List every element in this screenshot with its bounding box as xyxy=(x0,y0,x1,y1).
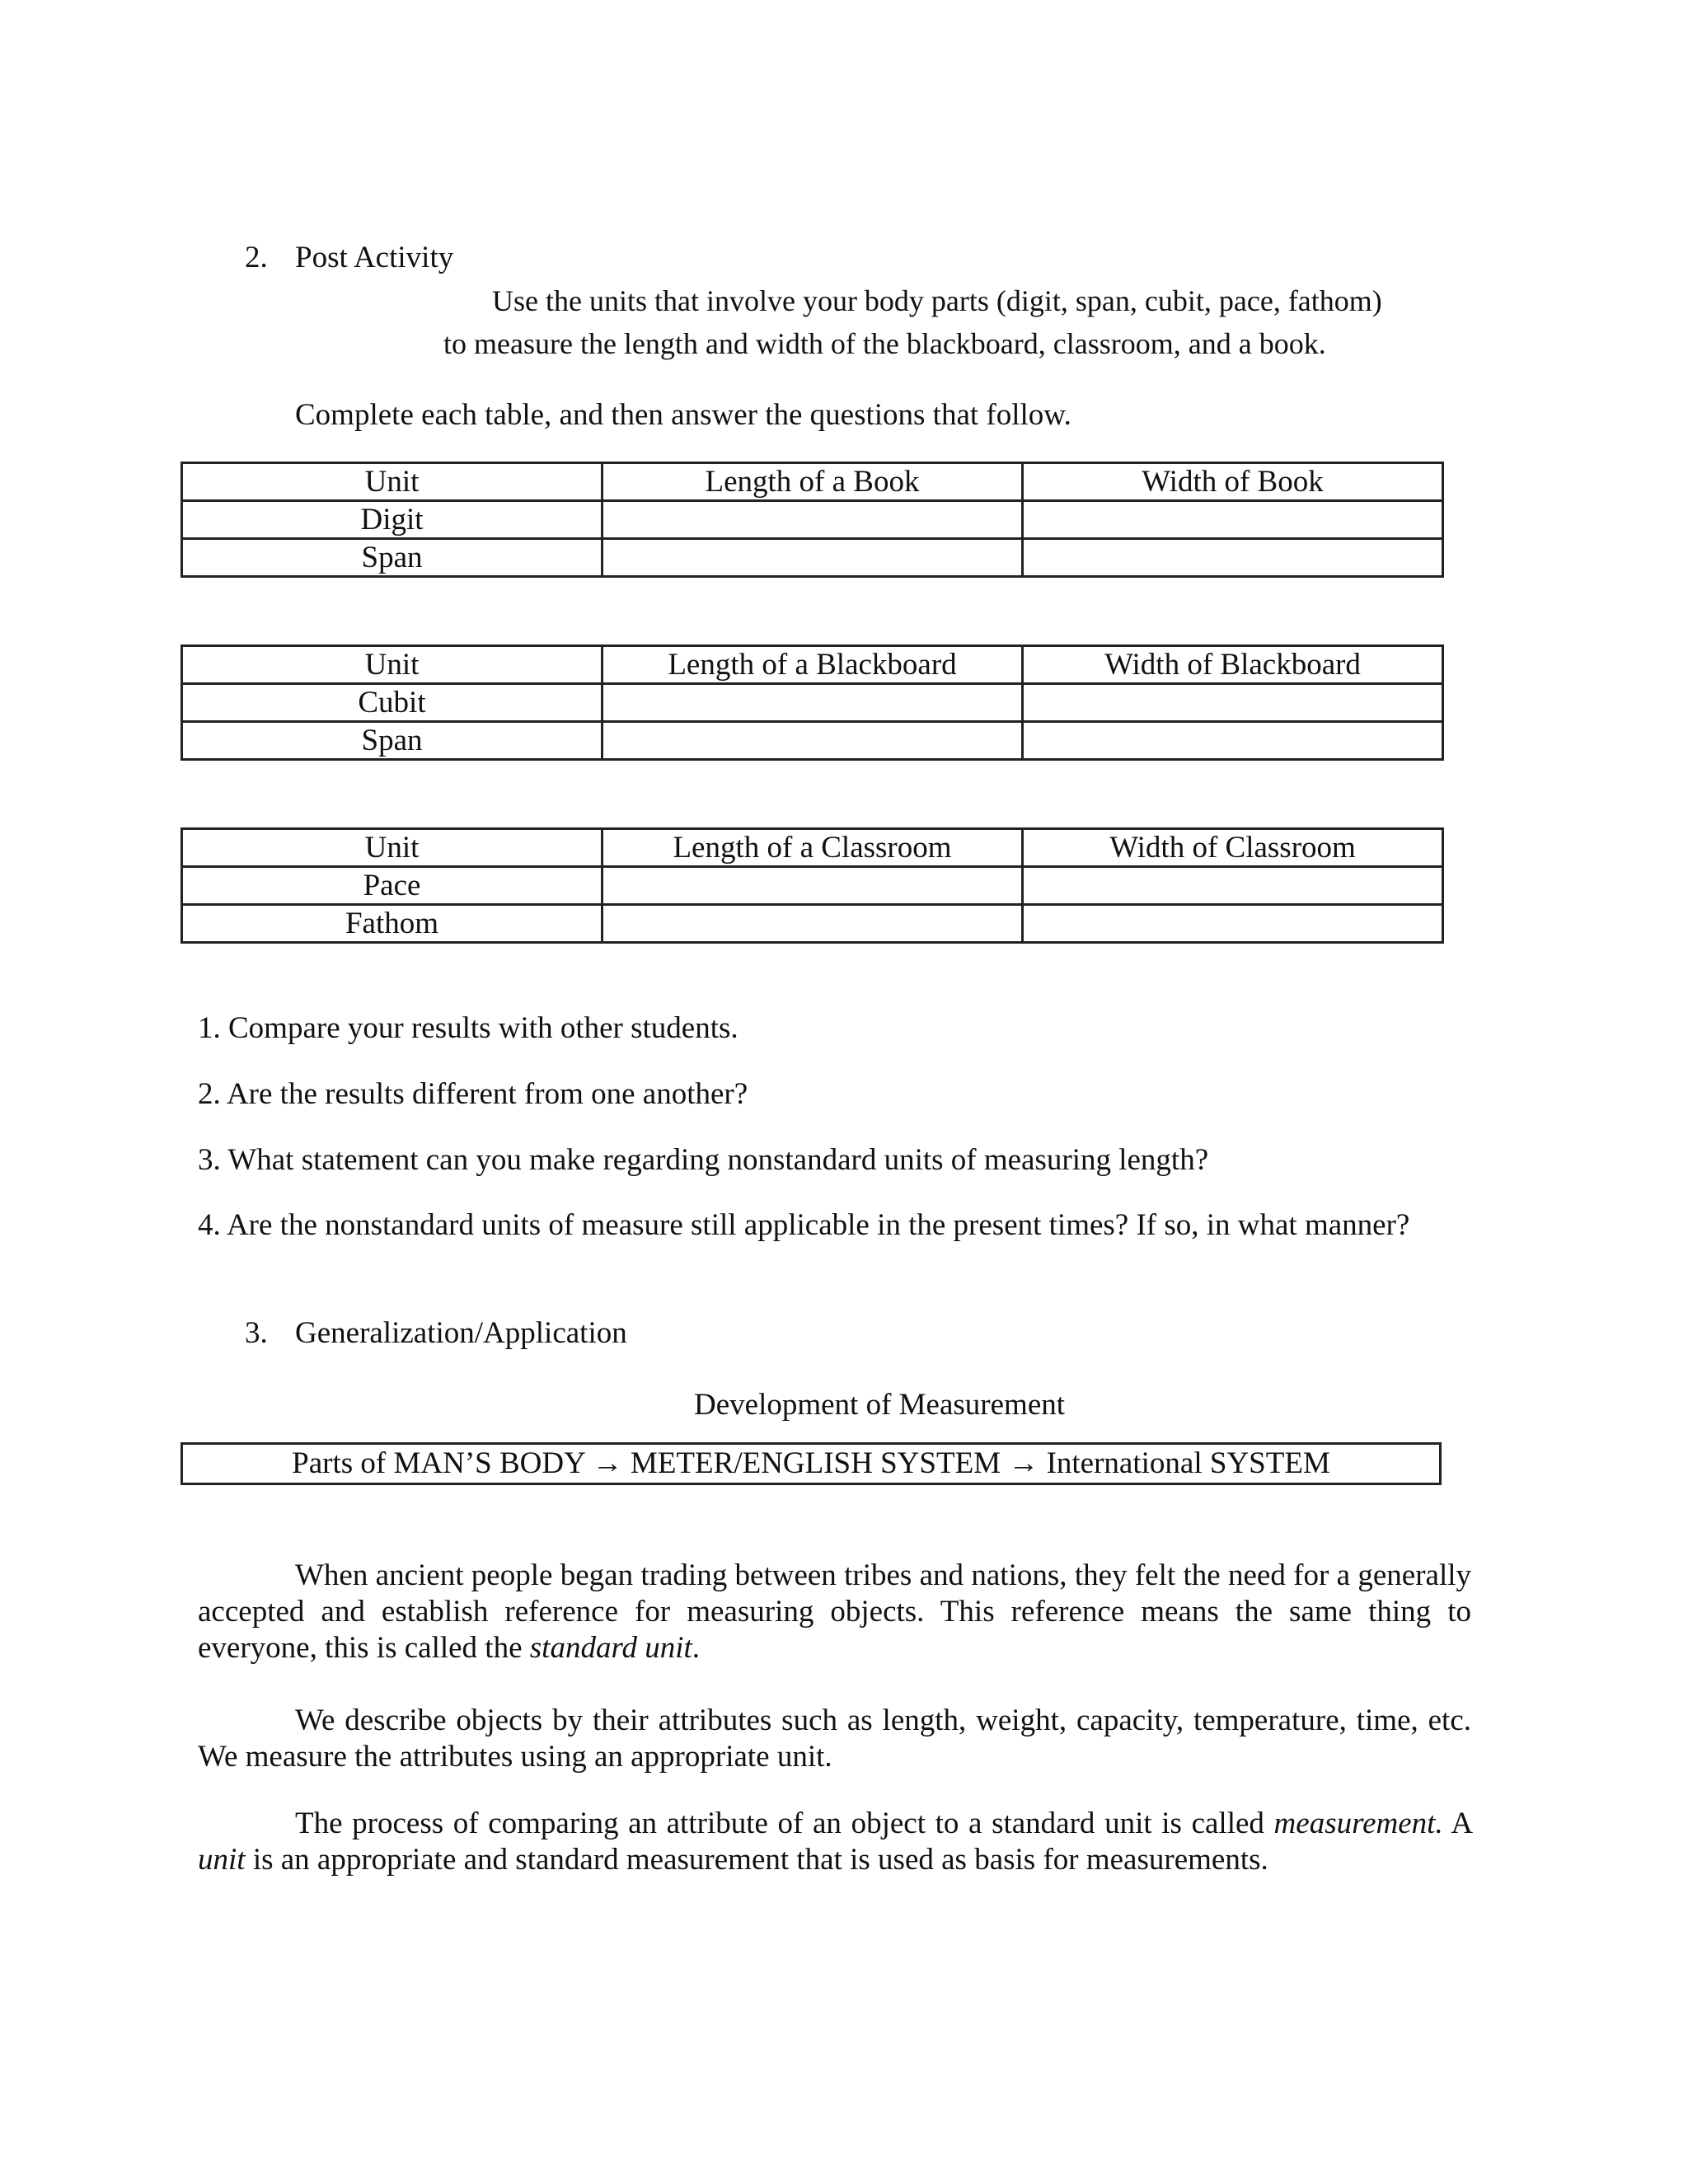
table-header-cell: Width of Blackboard xyxy=(1023,646,1443,684)
section-title: Generalization/Application xyxy=(295,1316,627,1350)
paragraph-text: The process of comparing an attribute of an object to a standard unit is called xyxy=(295,1807,1274,1840)
section-number: 2. xyxy=(245,241,268,274)
table-cell: Cubit xyxy=(182,684,603,722)
table-header-cell: Width of Book xyxy=(1023,463,1443,501)
section-title: Post Activity xyxy=(295,241,454,274)
table-header-row xyxy=(182,829,1443,867)
table-cell[interactable] xyxy=(1023,539,1443,577)
table-cell[interactable] xyxy=(1023,501,1443,539)
table-header-cell: Length of a Book xyxy=(603,463,1023,501)
table-cell[interactable] xyxy=(603,867,1023,905)
table-cell[interactable] xyxy=(1023,684,1443,722)
paragraph-text: When ancient people began trading between tribes and nations, they felt the need for a generally accepted and establish reference for measuring objects. This reference means the same thing to everyone, this is called the xyxy=(198,1558,1471,1665)
table-cell: Span xyxy=(182,539,603,577)
measurement-development-flow: Parts of MAN’S BODY → METER/ENGLISH SYSTEM → International SYSTEM xyxy=(181,1442,1442,1485)
question-1: 1. Compare your results with other students. xyxy=(198,1011,738,1045)
table-cell: Span xyxy=(182,722,603,760)
paragraph-measurement xyxy=(198,1806,1471,1878)
table-row xyxy=(182,539,1443,577)
table-header-cell: Unit xyxy=(182,646,603,684)
emphasis-text: measurement. xyxy=(1273,1807,1443,1840)
table-cell[interactable] xyxy=(1023,905,1443,943)
table-cell[interactable] xyxy=(603,684,1023,722)
paragraph-text: A xyxy=(1442,1807,1471,1840)
emphasis-text: unit xyxy=(198,1843,246,1877)
paragraph-text: We describe objects by their attributes such as length, weight, capacity, temperature, time, etc. We measure the attributes using an appropriate unit. xyxy=(198,1704,1471,1774)
table-cell[interactable] xyxy=(603,539,1023,577)
table-row xyxy=(182,905,1443,943)
table-row xyxy=(182,684,1443,722)
table-header-cell: Unit xyxy=(182,829,603,867)
instruction-line-2: to measure the length and width of the blackboard, classroom, and a book. xyxy=(443,327,1326,360)
table-header-row xyxy=(182,463,1443,501)
emphasis-text: standard unit xyxy=(529,1631,692,1665)
blackboard-measurement-table xyxy=(181,644,1444,761)
question-2: 2. Are the results different from one another? xyxy=(198,1077,748,1111)
paragraph-attributes xyxy=(198,1703,1471,1775)
section-number: 3. xyxy=(245,1316,268,1350)
question-4: 4. Are the nonstandard units of measure still applicable in the present times? If so, in what manner? xyxy=(198,1208,1410,1242)
table-cell: Fathom xyxy=(182,905,603,943)
table-cell[interactable] xyxy=(1023,867,1443,905)
complete-instruction: Complete each table, and then answer the questions that follow. xyxy=(295,398,1071,432)
book-measurement-table xyxy=(181,462,1444,578)
table-cell[interactable] xyxy=(603,905,1023,943)
table-cell: Digit xyxy=(182,501,603,539)
table-header-cell: Width of Classroom xyxy=(1023,829,1443,867)
paragraph-text: is an appropriate and standard measurement that is used as basis for measurements. xyxy=(245,1843,1268,1877)
table-cell[interactable] xyxy=(603,722,1023,760)
table-cell[interactable] xyxy=(603,501,1023,539)
table-header-cell: Length of a Blackboard xyxy=(603,646,1023,684)
table-row xyxy=(182,722,1443,760)
table-header-cell: Unit xyxy=(182,463,603,501)
paragraph-standard-unit xyxy=(198,1558,1471,1666)
section-subtitle: Development of Measurement xyxy=(694,1388,1066,1422)
instruction-line-1: Use the units that involve your body parts (digit, span, cubit, pace, fathom) xyxy=(492,284,1382,317)
table-header-cell: Length of a Classroom xyxy=(603,829,1023,867)
paragraph-text: . xyxy=(692,1631,701,1665)
table-cell: Pace xyxy=(182,867,603,905)
table-header-row xyxy=(182,646,1443,684)
table-row xyxy=(182,501,1443,539)
question-3: 3. What statement can you make regarding nonstandard units of measuring length? xyxy=(198,1143,1209,1177)
table-row xyxy=(182,867,1443,905)
table-cell[interactable] xyxy=(1023,722,1443,760)
classroom-measurement-table xyxy=(181,827,1444,944)
